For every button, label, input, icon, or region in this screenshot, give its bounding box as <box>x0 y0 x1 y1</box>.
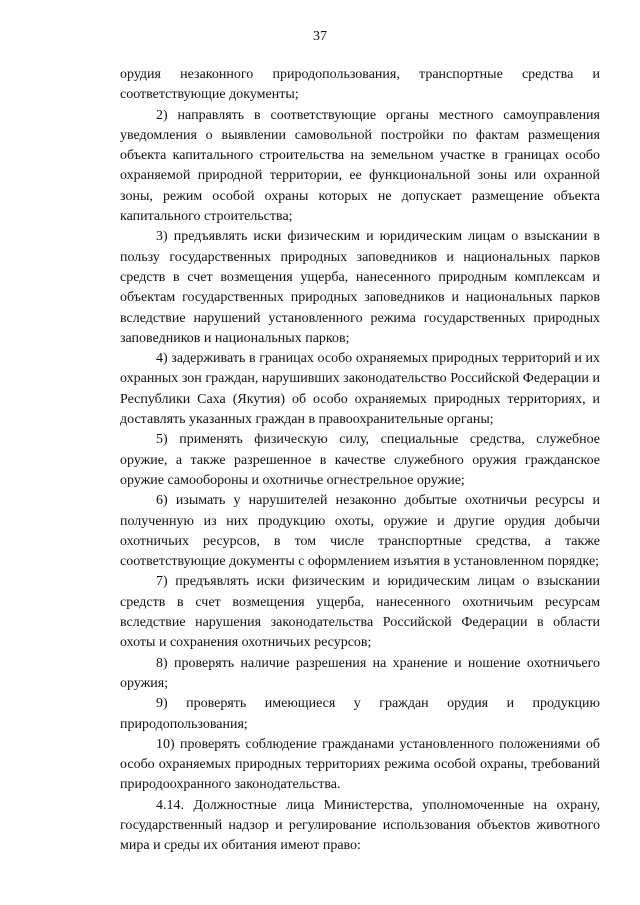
paragraph-section-4-14: 4.14. Должностные лица Министерства, уполномоченные на охрану, государственный надзор и регулирование использования объектов животного мира и среды их обитания имеют право: <box>120 797 600 854</box>
paragraph-item-4: 4) задерживать в границах особо охраняемых природных территорий и их охранных зон граждан, нарушивших законодательство Российской Федерации и Республики Саха (Якутия) об особо охраняемых природных территориях, и доставлять указанных граждан в правоохранительные органы; <box>120 351 600 428</box>
paragraph-item-5: 5) применять физическую силу, специальные средства, служебное оружие, а также разрешенное в качестве служебного оружия гражданское оружие самообороны и охотничье огнестрельное оружие; <box>120 432 600 488</box>
paragraph-item-10: 10) проверять соблюдение гражданами установленного положениями об особо охраняемых природных территориях режима особой охраны, требований природоохранного законодательства. <box>120 736 600 793</box>
paragraph-continuation: орудия незаконного природопользования, транспортные средства и соответствующие документы; <box>120 67 600 103</box>
paragraph-item-7: 7) предъявлять иски физическим и юридическим лицам о взыскании средств в счет возмещения ущерба, нанесенного охотничьим ресурсам вследствие нарушения законодательства Российской Федерации в области охоты и сохранения охотничьих ресурсов; <box>120 574 600 651</box>
paragraph-item-2: 2) направлять в соответствующие органы местного самоуправления уведомления о выявлении самовольной постройки по фактам размещения объекта капитального строительства на земельном участке в границах особо охраняемой природной территории, ее функциональной зоны или охранной зоны, режим особой охраны которых не допускает размещение объекта капитального строительства; <box>120 107 600 225</box>
paragraph-item-8: 8) проверять наличие разрешения на хранение и ношение охотничьего оружия; <box>120 655 600 691</box>
paragraph-item-6: 6) изымать у нарушителей незаконно добытые охотничьи ресурсы и полученную из них продукцию охоты, оружие и другие орудия добычи охотничьих ресурсов, в том числе транспортные средства, а также соответствующие документы с оформлением изъятия в установленном порядке; <box>120 493 600 570</box>
page-number: 37 <box>313 29 327 44</box>
paragraph-item-3: 3) предъявлять иски физическим и юридическим лицам о взыскании в пользу государственных природных заповедников и национальных парков средств в счет возмещения ущерба, нанесенного природным комплексам и объектам государственных природных заповедников и национальных парков вследствие нарушений установленного режима государственных природных заповедников и национальных парков; <box>120 229 600 346</box>
paragraph-item-9: 9) проверять имеющиеся у граждан орудия и продукцию природопользования; <box>120 696 600 732</box>
body-text <box>120 65 600 857</box>
